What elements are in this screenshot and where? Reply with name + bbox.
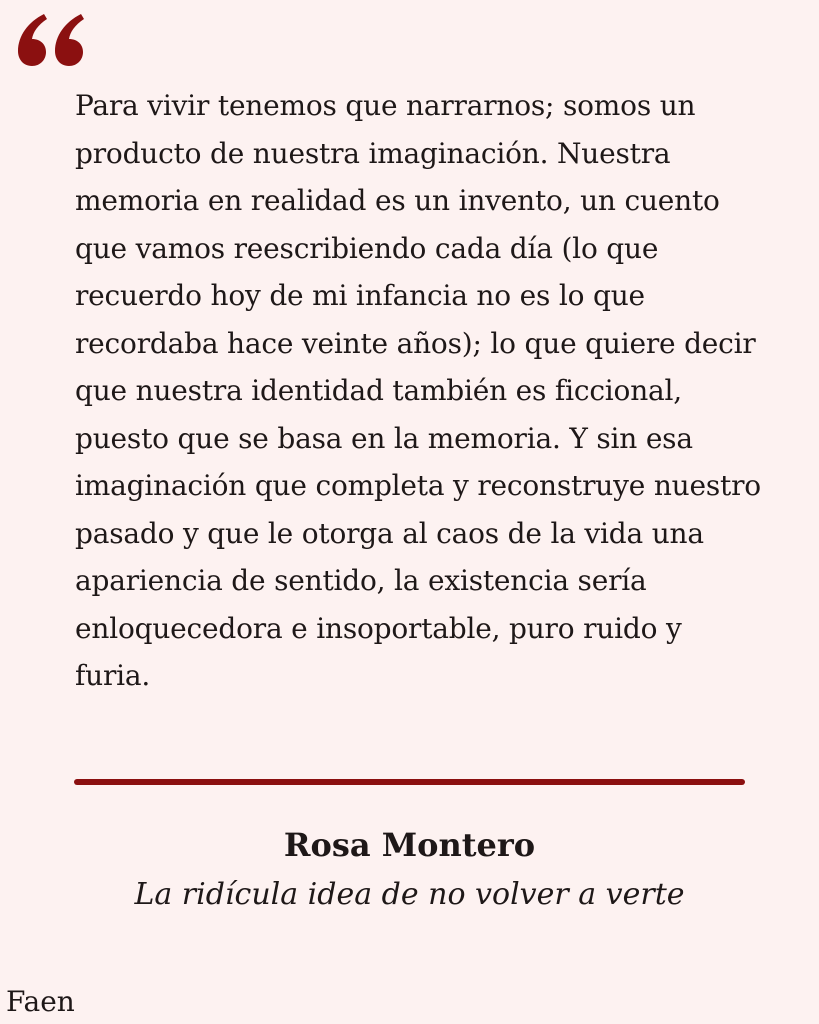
- book-title: La ridícula idea de no volver a verte: [134, 877, 685, 912]
- open-quote-icon: [18, 14, 84, 66]
- footer-credit: Faen: [6, 985, 75, 1018]
- author-name: Rosa Montero: [283, 826, 536, 864]
- divider: [74, 779, 745, 785]
- quote-text: Para vivir tenemos que narrarnos; somos un producto de nuestra imaginación. Nuestra memoria en realidad es un invento, un cuento que vamos reescribiendo cada día (lo que recuerdo hoy de mi infancia no es lo que recordaba hace veinte años); lo que quiere decir que nuestra identidad también es ficcional, puesto que se basa en la memoria. Y sin esa imaginación que completa y reconstruye nuestro pasado y que le otorga al caos de la vida una apariencia de sentido, la existencia sería enloquecedora e insoportable, puro ruido y furia.: [75, 89, 761, 692]
